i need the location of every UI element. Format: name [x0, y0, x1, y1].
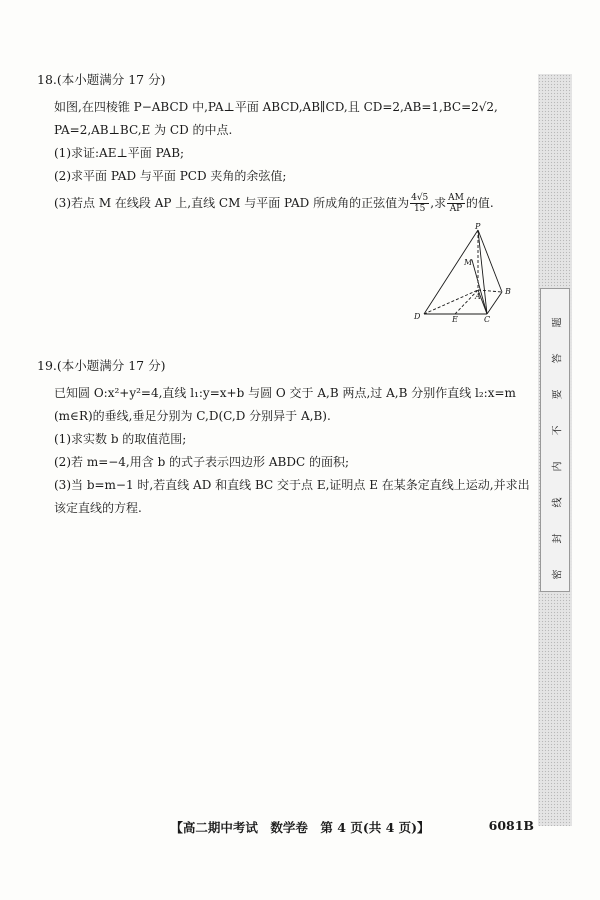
sine-numerator: 4√5: [411, 193, 429, 203]
label-m: M: [464, 258, 473, 267]
edge-pd: [424, 230, 478, 314]
label-a: A: [475, 292, 481, 301]
q19-part-3-cont: 该定直线的方程.: [54, 501, 142, 515]
seal-char-1: 密: [552, 569, 564, 580]
seal-char-4: 内: [552, 461, 564, 472]
q18-line-1: 如图,在四棱锥 P−ABCD 中,PA⊥平面 ABCD,AB∥CD,且 CD=2,AB=1,BC=2√2,: [54, 100, 498, 114]
q18-part-2: (2)求平面 PAD 与平面 PCD 夹角的余弦值;: [54, 169, 287, 183]
pyramid-figure: [412, 222, 522, 322]
footer-title: 【高二期中考试 数学卷 第 4 页(共 4 页)】: [170, 820, 430, 835]
q18-line-2: PA=2,AB⊥BC,E 为 CD 的中点.: [54, 123, 233, 137]
label-d: D: [414, 312, 421, 321]
segment-mc: [472, 260, 487, 314]
q19-line-1: 已知圆 O:x²+y²=4,直线 l₁:y=x+b 与圆 O 交于 A,B 两点,过 A,B 分别作直线 l₂:x=m: [54, 386, 516, 400]
seal-char-3: 线: [552, 497, 564, 508]
seal-char-5: 不: [552, 425, 564, 436]
label-c: C: [484, 315, 491, 322]
q19-part-2: (2)若 m=−4,用含 b 的式子表示四边形 ABDC 的面积;: [54, 455, 350, 469]
question-18-heading: 18.(本小题满分 17 分): [37, 72, 166, 87]
question-19-body: [37, 382, 530, 520]
edge-cb: [487, 292, 502, 314]
ratio-denominator: AP: [449, 204, 463, 214]
ratio-fraction: [447, 193, 465, 214]
question-19-heading: 19.(本小题满分 17 分): [37, 358, 166, 373]
seal-char-2: 封: [552, 533, 564, 544]
q19-part-3: (3)当 b=m−1 时,若直线 AD 和直线 BC 交于点 E,证明点 E 在某条定直线上运动,并求出: [54, 478, 530, 492]
question-19: [37, 356, 530, 520]
q19-part-1: (1)求实数 b 的取值范围;: [54, 432, 187, 446]
q19-line-2: (m∈R)的垂线,垂足分别为 C,D(C,D 分别异于 A,B).: [54, 409, 331, 423]
label-b: B: [505, 287, 511, 296]
label-e: E: [452, 315, 458, 322]
label-p: P: [475, 222, 481, 231]
seal-warning-box: [540, 288, 570, 592]
q18-part-3-suffix: 的值.: [465, 196, 494, 210]
ratio-numerator: AM: [448, 193, 464, 203]
edge-ab: [478, 290, 502, 292]
q18-part-1: (1)求证:AE⊥平面 PAB;: [54, 146, 185, 160]
seal-char-6: 要: [552, 389, 564, 400]
q18-part-3-prefix: (3)若点 M 在线段 AP 上,直线 CM 与平面 PAD 所成角的正弦值为: [54, 196, 410, 210]
sine-value-fraction: [410, 193, 429, 214]
q18-part-3-mid: ,求: [430, 196, 447, 210]
question-18-body: [37, 96, 522, 215]
seal-char-7: 答: [552, 353, 564, 364]
seal-char-8: 题: [552, 317, 564, 328]
question-18: [37, 70, 522, 215]
sine-denominator: 15: [413, 204, 426, 214]
paper-code: 6081B: [488, 818, 534, 833]
q18-part-3: [54, 192, 522, 215]
